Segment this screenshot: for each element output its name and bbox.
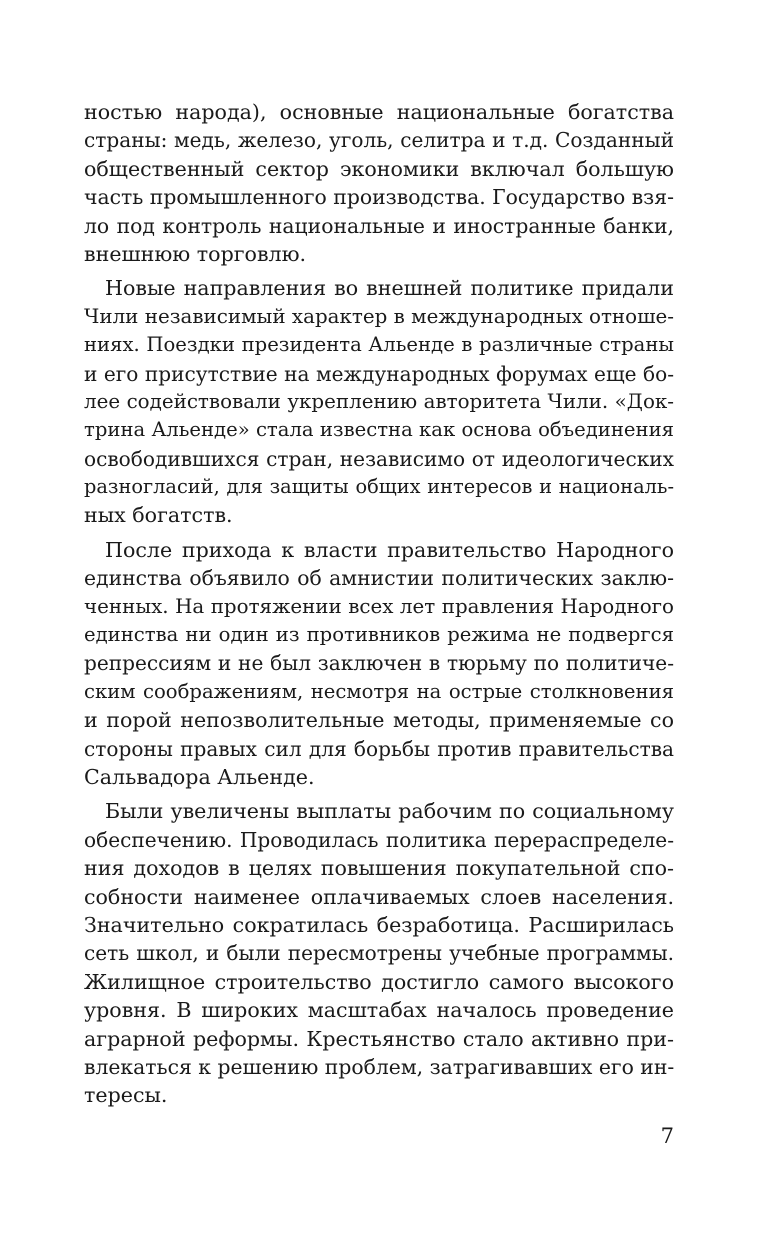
text-line: трина Альенде» стала известна как основа объединения [84, 418, 674, 442]
text-line: страны: медь, железо, уголь, селитра и т.д. Созданный [84, 128, 674, 153]
text-line: ных богатств. [84, 503, 233, 528]
text-line: репрессиям и не был заключен в тюрьму по политиче- [84, 651, 674, 676]
text-line: внешнюю торговлю. [84, 241, 307, 266]
paragraph-3 [84, 536, 674, 792]
text-line: сеть школ, и были пересмотрены учебные программы. [84, 941, 674, 966]
body-text [84, 98, 674, 1116]
text-line: Жилищное строительство достигло самого высокого [84, 969, 674, 994]
text-line: освободившихся стран, независимо от идеологических [84, 446, 674, 471]
text-line: тересы. [84, 1083, 168, 1108]
text-line: Сальвадора Альенде. [84, 764, 315, 789]
text-line: влекаться к решению проблем, затрагивавших его ин- [84, 1054, 674, 1079]
text-line: и его присутствие на международных форумах еще бо- [84, 361, 674, 386]
text-line: Чили независимый характер в международных отноше- [84, 304, 674, 328]
text-line: Новые направления во внешней политике придали [105, 276, 674, 301]
page-number: 7 [660, 1124, 674, 1148]
text-line: лее содействовали укреплению авторитета Чили. «Док- [84, 389, 674, 413]
paragraph-4 [84, 797, 674, 1109]
text-line: ло под контроль национальные и иностранные банки, [84, 213, 674, 238]
text-line: ским соображениям, несмотря на острые столкновения [84, 679, 674, 703]
text-line: ния доходов в целях повышения покупательной спо- [84, 856, 674, 881]
text-line: единства объявило об амнистии политических заклю- [84, 566, 674, 591]
text-line: аграрной реформы. Крестьянство стало активно при- [84, 1026, 674, 1051]
text-line: разногласий, для защиты общих интересов и националь- [84, 475, 674, 499]
text-line: единства ни один из противников режима не подвергся [84, 623, 674, 647]
text-line: После прихода к власти правительство Народного [105, 537, 674, 562]
text-line: ностью народа), основные национальные богатства [84, 100, 674, 124]
text-line: обеспечению. Проводилась политика перераспределе- [84, 827, 674, 852]
paragraph-2 [84, 274, 674, 530]
text-line: Были увеличены выплаты рабочим по социальному [105, 799, 674, 824]
text-line: часть промышленного производства. Государство взя- [84, 185, 674, 210]
text-line: Значительно сократилась безработица. Расширилась [84, 912, 674, 937]
text-line: и порой непозволительные методы, применяемые со [84, 708, 674, 733]
text-line: ченных. На протяжении всех лет правления Народного [84, 594, 674, 618]
paragraph-1 [84, 98, 674, 268]
text-line: ниях. Поездки президента Альенде в различные страны [84, 333, 674, 357]
text-line: уровня. В широких масштабах началось проведение [84, 998, 674, 1023]
text-line: собности наименее оплачиваемых слоев населения. [84, 884, 674, 909]
text-line: стороны правых сил для борьбы против правительства [84, 736, 674, 761]
text-line: общественный сектор экономики включал большую [84, 156, 674, 181]
